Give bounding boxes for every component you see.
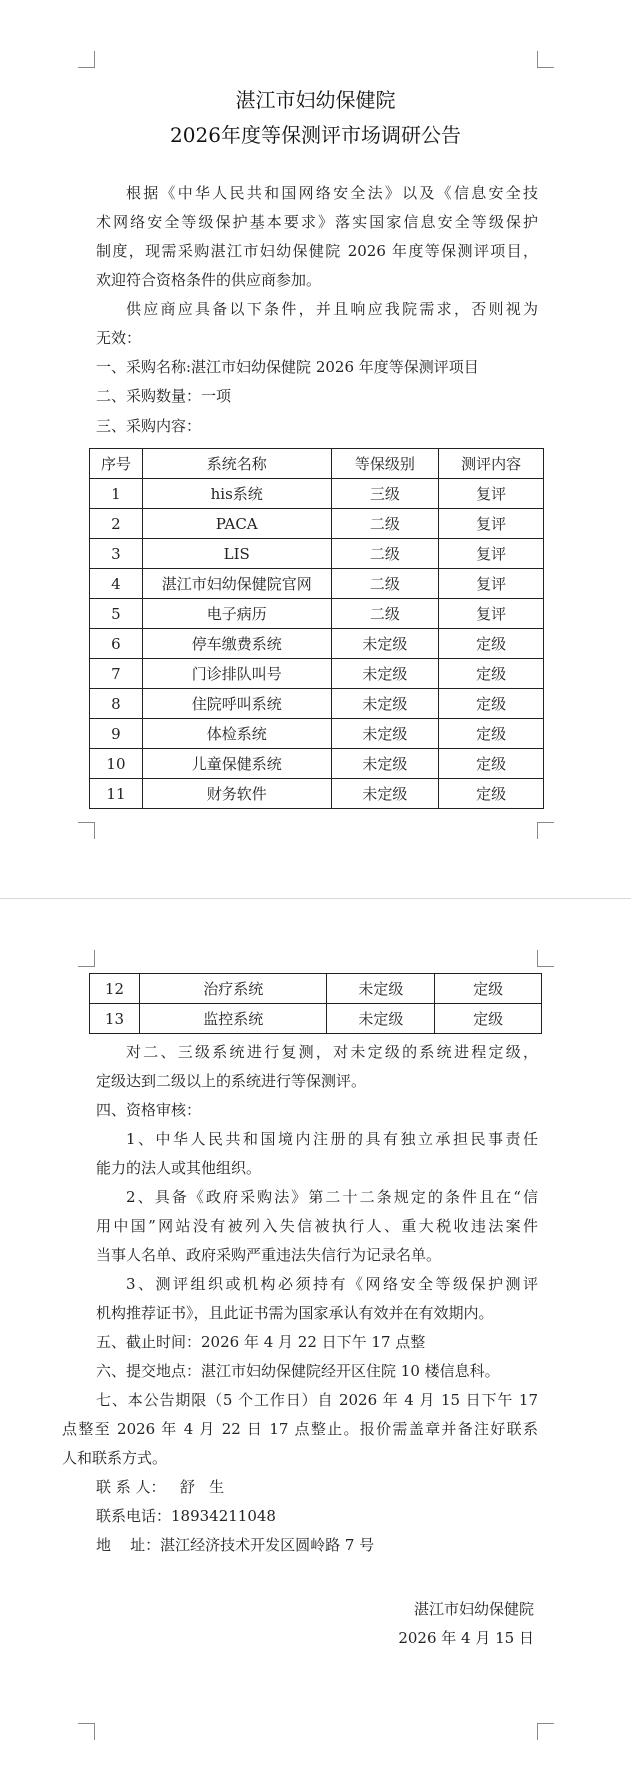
- system-table: [89, 448, 544, 809]
- table-row: [90, 509, 544, 539]
- table-cell: 8: [90, 689, 143, 719]
- section-procurement-quantity: 二、采购数量：一项: [96, 387, 232, 405]
- table-cell: 二级: [331, 539, 439, 569]
- system-table-continued: [89, 973, 542, 1034]
- contact-phone: 联系电话：18934211048: [96, 1507, 276, 1525]
- table-cell: 10: [90, 749, 143, 779]
- table-row: [90, 749, 544, 779]
- contact-person: 联 系 人： 舒 生: [96, 1478, 225, 1496]
- table-cell: 未定级: [331, 659, 439, 689]
- qualification-line: 2、具备《政府采购法》第二十二条规定的条件且在“信: [126, 1188, 538, 1206]
- table-cell: 复评: [439, 479, 544, 509]
- table-cell: 定级: [435, 974, 542, 1004]
- contact-address: 地 址：湛江经济技术开发区圆岭路 7 号: [96, 1536, 375, 1554]
- table-cell: 定级: [439, 719, 544, 749]
- table-cell: 治疗系统: [139, 974, 327, 1004]
- signature-date: 2026 年 4 月 15 日: [398, 1629, 534, 1647]
- note-paragraph-line: 定级达到二级以上的系统进行等保测评。: [96, 1072, 367, 1090]
- table-cell: 11: [90, 779, 143, 809]
- table-cell: 未定级: [331, 629, 439, 659]
- table-cell: 5: [90, 599, 143, 629]
- section-qualification-heading: 四、资格审核：: [96, 1101, 202, 1119]
- table-cell: 定级: [439, 749, 544, 779]
- table-header-cell: 序号: [90, 449, 143, 479]
- page-corner-mark: [537, 822, 554, 839]
- qualification-line: 3、测评组织或机构必须持有《网络安全等级保护测评: [126, 1275, 538, 1293]
- document-page-2: [0, 899, 631, 1789]
- table-cell: 定级: [439, 689, 544, 719]
- table-cell: 2: [90, 509, 143, 539]
- section-deadline: 五、截止时间：2026 年 4 月 22 日下午 17 点整: [96, 1333, 426, 1351]
- table-cell: 未定级: [331, 779, 439, 809]
- notice-period-line: 点整至 2026 年 4 月 22 日 17 点整止。报价需盖章并备注好联系: [62, 1420, 538, 1438]
- table-row: [90, 539, 544, 569]
- page-corner-mark: [78, 51, 95, 68]
- requirement-paragraph-line: 无效：: [96, 329, 142, 347]
- table-cell: 财务软件: [142, 779, 331, 809]
- table-cell: 湛江市妇幼保健院官网: [142, 569, 331, 599]
- table-cell: 定级: [435, 1004, 542, 1034]
- qualification-line: 1、中华人民共和国境内注册的具有独立承担民事责任: [126, 1130, 538, 1148]
- document-title: 湛江市妇幼保健院: [235, 88, 396, 112]
- note-paragraph-line: 对二、三级系统进行复测，对未定级的系统进程定级，: [126, 1043, 538, 1061]
- table-cell: 4: [90, 569, 143, 599]
- page-corner-mark: [78, 1723, 95, 1740]
- table-cell: 定级: [439, 659, 544, 689]
- table-row: [90, 719, 544, 749]
- table-cell: 监控系统: [139, 1004, 327, 1034]
- section-submission-location: 六、提交地点：湛江市妇幼保健院经开区住院 10 楼信息科。: [96, 1362, 500, 1380]
- page-corner-mark: [537, 950, 554, 967]
- table-cell: 二级: [331, 569, 439, 599]
- page-corner-mark: [78, 822, 95, 839]
- table-cell: 儿童保健系统: [142, 749, 331, 779]
- table-cell: 7: [90, 659, 143, 689]
- table-row: [90, 599, 544, 629]
- table-cell: 门诊排队叫号: [142, 659, 331, 689]
- table-cell: 12: [90, 974, 140, 1004]
- table-cell: 3: [90, 539, 143, 569]
- requirement-paragraph-line: 供应商应具备以下条件，并且响应我院需求，否则视为: [126, 300, 538, 318]
- table-cell: 复评: [439, 599, 544, 629]
- notice-period-line: 七、本公告期限（5 个工作日）自 2026 年 4 月 15 日下午 17: [96, 1391, 538, 1409]
- qualification-line: 机构推荐证书》，且此证书需为国家承认有效并在有效期内。: [96, 1304, 494, 1322]
- table-row: [90, 974, 542, 1004]
- table-row: [90, 779, 544, 809]
- table-cell: 6: [90, 629, 143, 659]
- table-cell: 未定级: [327, 1004, 435, 1034]
- section-procurement-name: 一、采购名称:湛江市妇幼保健院 2026 年度等保测评项目: [96, 358, 479, 376]
- table-cell: 体检系统: [142, 719, 331, 749]
- table-cell: 未定级: [331, 749, 439, 779]
- table-cell: 二级: [331, 509, 439, 539]
- table-cell: 二级: [331, 599, 439, 629]
- table-cell: 电子病历: [142, 599, 331, 629]
- page-corner-mark: [78, 950, 95, 967]
- page-corner-mark: [537, 51, 554, 68]
- table-cell: 13: [90, 1004, 140, 1034]
- notice-period-line: 人和联系方式。: [62, 1449, 168, 1467]
- table-cell: 住院呼叫系统: [142, 689, 331, 719]
- table-row: [90, 479, 544, 509]
- table-cell: 定级: [439, 629, 544, 659]
- table-cell: 1: [90, 479, 143, 509]
- qualification-line: 用中国”网站没有被列入失信被执行人、重大税收违法案件: [96, 1217, 538, 1235]
- table-cell: 复评: [439, 569, 544, 599]
- table-cell: 9: [90, 719, 143, 749]
- table-header-cell: 系统名称: [142, 449, 331, 479]
- table-row: [90, 659, 544, 689]
- intro-paragraph-line: 根据《中华人民共和国网络安全法》以及《信息安全技: [126, 184, 538, 202]
- table-cell: 三级: [331, 479, 439, 509]
- table-cell: LIS: [142, 539, 331, 569]
- section-procurement-content: 三、采购内容：: [96, 417, 202, 435]
- qualification-line: 当事人名单、政府采购严重违法失信行为记录名单。: [96, 1246, 442, 1264]
- table-cell: 停车缴费系统: [142, 629, 331, 659]
- table-cell: 未定级: [327, 974, 435, 1004]
- table-cell: 复评: [439, 509, 544, 539]
- table-row: [90, 569, 544, 599]
- table-cell: 复评: [439, 539, 544, 569]
- table-row: [90, 1004, 542, 1034]
- table-header-cell: 测评内容: [439, 449, 544, 479]
- signature-organization: 湛江市妇幼保健院: [413, 1600, 534, 1618]
- table-header-row: [90, 449, 544, 479]
- intro-paragraph-line: 术网络安全等级保护基本要求》落实国家信息安全等级保护: [96, 213, 538, 231]
- table-row: [90, 629, 544, 659]
- table-cell: 未定级: [331, 719, 439, 749]
- qualification-line: 能力的法人或其他组织。: [96, 1159, 262, 1177]
- table-cell: his系统: [142, 479, 331, 509]
- table-header-cell: 等保级别: [331, 449, 439, 479]
- table-row: [90, 689, 544, 719]
- document-subtitle: 2026年度等保测评市场调研公告: [170, 123, 461, 147]
- table-cell: 未定级: [331, 689, 439, 719]
- table-cell: PACA: [142, 509, 331, 539]
- intro-paragraph-line: 欢迎符合资格条件的供应商参加。: [96, 271, 322, 289]
- table-cell: 定级: [439, 779, 544, 809]
- page-corner-mark: [537, 1723, 554, 1740]
- intro-paragraph-line: 制度，现需采购湛江市妇幼保健院 2026 年度等保测评项目，: [96, 242, 538, 260]
